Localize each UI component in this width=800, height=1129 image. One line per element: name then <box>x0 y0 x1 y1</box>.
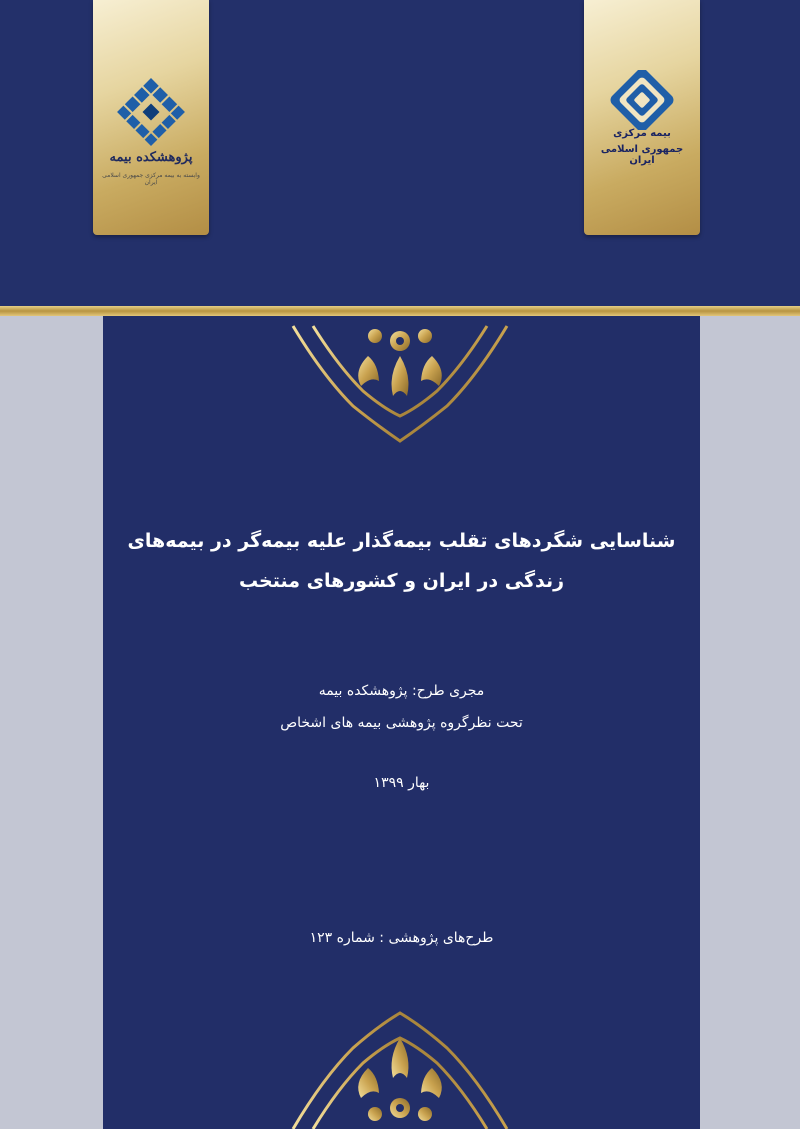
report-title-line1: شناسایی شگردهای تقلب بیمه‌گذار علیه بیمه‌گر در بیمه‌های <box>127 530 676 552</box>
institute-subtitle: وابسته به بیمه مرکزی جمهوری اسلامی ایران <box>102 172 200 186</box>
left-side-strip <box>0 316 103 1129</box>
supervision-line: تحت نظرگروه پژوهشی بیمه های اشخاص <box>280 715 523 731</box>
executor-line: مجری طرح: پژوهشکده بیمه <box>318 683 485 699</box>
right-side-strip <box>697 316 800 1129</box>
series-number: طرح‌های پژوهشی : شماره ۱۲۳ <box>309 930 494 946</box>
report-title-line2: زندگی در ایران و کشورهای منتخب <box>238 570 565 592</box>
publication-date: بهار ۱۳۹۹ <box>373 775 430 791</box>
diamond-lattice-icon <box>111 72 191 152</box>
gold-arabesque-ornament-icon <box>283 316 517 446</box>
central-insurance-line2: جمهوری اسلامی ایران <box>600 144 684 166</box>
gold-arabesque-ornament-icon <box>283 1008 517 1129</box>
research-institute-logo-card <box>93 0 209 235</box>
institute-name: پژوهشکده بیمه <box>109 150 193 165</box>
concentric-square-icon <box>604 70 680 130</box>
gold-divider <box>0 306 800 316</box>
central-insurance-logo-card <box>584 0 700 235</box>
central-insurance-line1: بیمه مرکزی <box>613 128 671 139</box>
